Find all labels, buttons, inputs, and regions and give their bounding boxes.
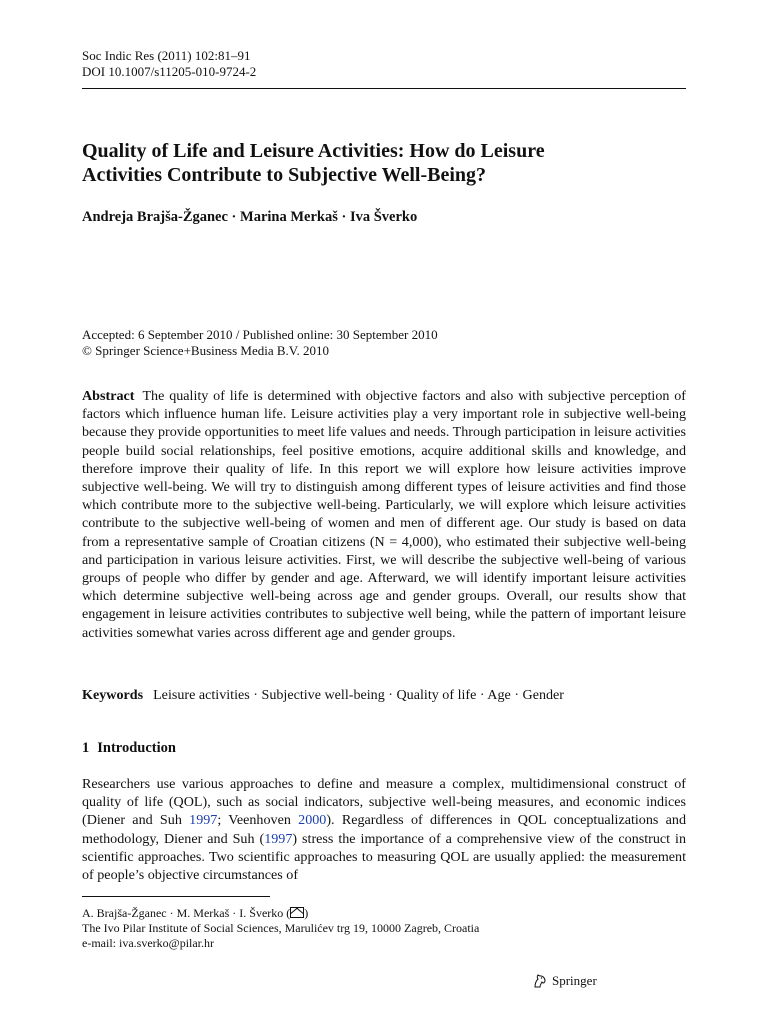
springer-horse-icon [532, 973, 548, 989]
footnote-authors [82, 906, 308, 921]
keywords-label: Keywords [82, 687, 144, 703]
footnote-rule [82, 896, 270, 897]
header-rule [82, 88, 686, 89]
publisher-name: Springer [552, 973, 597, 988]
section-title: Introduction [97, 740, 176, 756]
doi[interactable]: DOI 10.1007/s11205-010-9724-2 [82, 64, 257, 79]
envelope-icon [290, 907, 304, 918]
footnote-authors-text: A. Brajša-Žganec · M. Merkaš · I. Šverko ( [82, 906, 291, 920]
section-number: 1 [82, 740, 90, 756]
abstract-label: Abstract [82, 388, 135, 404]
citation-link[interactable]: 2000 [298, 812, 327, 829]
introduction-paragraph [82, 775, 686, 884]
keywords-text: Leisure activities · Subjective well-being · Quality of life · Age · Gender [153, 687, 565, 703]
abstract [82, 387, 686, 642]
title-line-1: Quality of Life and Leisure Activities: How do Leisure [82, 140, 545, 162]
footnote-authors-close: ) [304, 906, 309, 920]
citation-link[interactable]: 1997 [264, 830, 293, 847]
citation-link[interactable]: 1997 [189, 812, 218, 829]
intro-text-part-3: ). Regardless of differences in QOL conceptualizations and methodology, Diener and Suh ( [82, 812, 687, 847]
footnote-affiliation: The Ivo Pilar Institute of Social Sciences, Marulićev trg 19, 10000 Zagreb, Croatia [82, 921, 480, 935]
publication-dates: Accepted: 6 September 2010 / Published online: 30 September 2010 [82, 327, 438, 342]
abstract-text: The quality of life is determined with objective factors and also with subjective perception of factors which influence human life. Leisure activities play a very important role in subjective well-being because they provide opportunities to meet life values and needs. Through participation in leisure activities people build social relationships, feel positive emotions, acquire additional skills and knowledge, and therefore improve their quality of life. In this report we will explore how leisure activities improve subjective well-being. We will try to distinguish among different types of leisure activities and find those which contribute more to the subjective well-being. Particularly, we will explore which leisure activities contribute to the subjective well-being of women and men of different age. Our study is based on data from a representative sample of Croatian citizens (N = 4,000), who estimated their subjective well-being and participation in various leisure activities. First, we will describe the subjective well-being of various groups of people who differ by gender and age. Afterward, we will identify important leisure activities which determine subjective well-being across age and gender groups. Overall, our results show that engagement in leisure activities contributes to subjective well being, while the pattern of important leisure activities somewhat varies across different age and gender groups. [82, 388, 686, 641]
intro-text-part-2: ; Veenhoven [217, 812, 299, 829]
copyright-notice: © Springer Science+Business Media B.V. 2010 [82, 343, 329, 358]
publisher-logo [532, 973, 597, 989]
author-list: Andreja Brajša-Žganec · Marina Merkaš · Iva Šverko [82, 209, 418, 225]
keywords [82, 687, 564, 704]
title-line-2: Activities Contribute to Subjective Well-Being? [82, 164, 487, 186]
footnote-email[interactable]: e-mail: iva.sverko@pilar.hr [82, 936, 215, 950]
article-title [82, 139, 686, 187]
intro-text-part-1: Researchers use various approaches to define and measure a complex, multidimensional construct of quality of life (QOL), such as social indicators, subjective well-being measures, and economic indices (Diener and Suh [82, 776, 686, 829]
section-heading-introduction [82, 740, 176, 757]
intro-text-part-4: ) stress the importance of a comprehensive view of the construct in scientific approaches. Two scientific approaches to measuring QOL are usually applied: the measurement of people’s objective circumstances of [82, 830, 686, 884]
journal-citation: Soc Indic Res (2011) 102:81–91 [82, 48, 251, 63]
